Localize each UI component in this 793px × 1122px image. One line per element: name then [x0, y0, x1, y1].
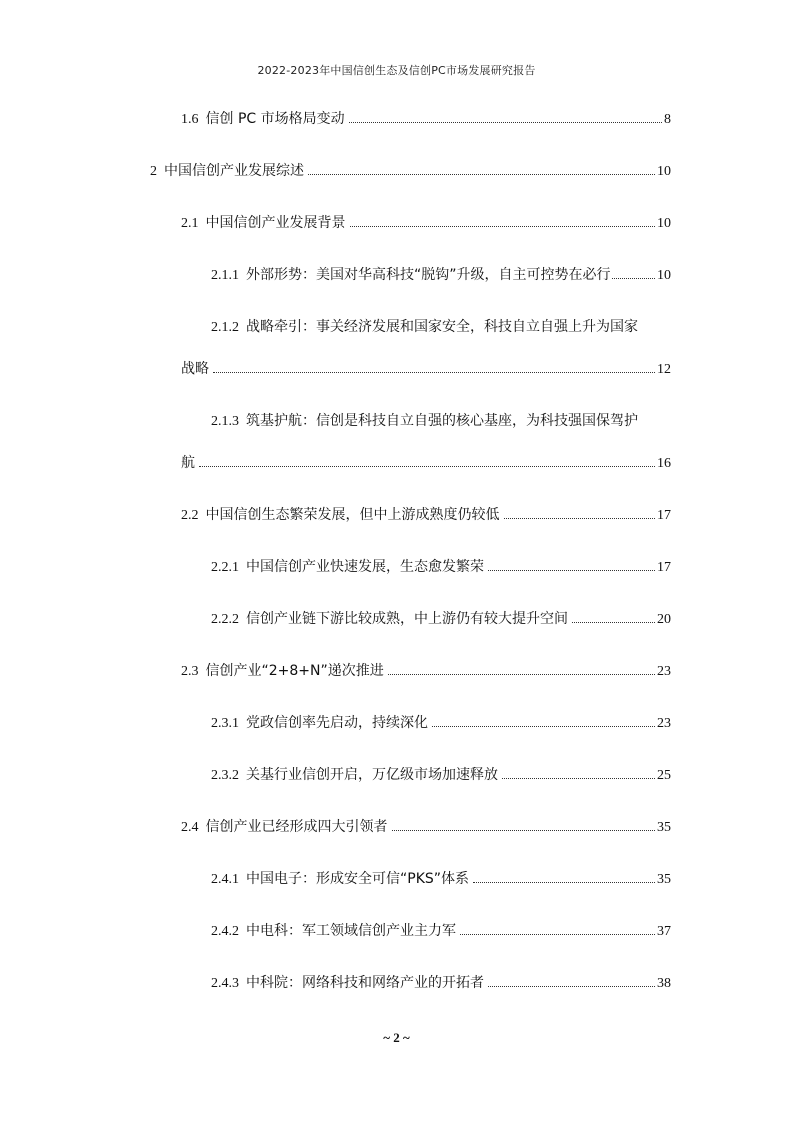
leader-dots: [349, 122, 662, 123]
toc-entry-2-3-2[interactable]: [211, 766, 671, 785]
leader-dots: [572, 622, 655, 623]
toc-page-number: 8: [664, 112, 671, 127]
toc-entry-2-1-3[interactable]: [211, 412, 638, 431]
leader-dots: [388, 674, 655, 675]
toc-number: 1.6: [181, 112, 199, 127]
toc-page-number: 10: [657, 216, 671, 231]
toc-page-number: 35: [657, 820, 671, 835]
toc-page-number: 35: [657, 872, 671, 887]
toc-entry-2[interactable]: [150, 162, 671, 181]
leader-dots: [350, 226, 656, 227]
toc-number: 2.1: [181, 216, 199, 231]
toc-title: 中电科：军工领域信创产业主力军: [246, 923, 456, 939]
toc-entry-2-1-1[interactable]: [211, 266, 671, 285]
toc-entry-2-3-1[interactable]: [211, 714, 671, 733]
toc-title: 信创产业已经形成四大引领者: [205, 819, 388, 835]
toc-page-number: 16: [657, 456, 671, 471]
toc-page-number: 23: [657, 664, 671, 679]
toc-title: 中国信创产业发展背景: [205, 215, 346, 231]
toc-title: 信创 PC 市场格局变动: [205, 111, 345, 127]
toc-entry-2-4-3[interactable]: [211, 974, 671, 993]
toc-title: 中国电子：形成安全可信“PKS”体系: [246, 871, 470, 887]
leader-dots: [199, 466, 655, 467]
toc-number: 2.1.3: [211, 414, 239, 429]
toc-number: 2.3.1: [211, 716, 239, 731]
leader-dots: [488, 986, 655, 987]
leader-dots: [488, 570, 655, 571]
toc-entry-2-1-3-continuation[interactable]: [181, 454, 671, 473]
toc-number: 2.4.3: [211, 976, 239, 991]
page-number-footer: ~ 2 ~: [383, 1030, 410, 1045]
leader-dots: [213, 372, 655, 373]
toc-number: 2.2.1: [211, 560, 239, 575]
toc-entry-2-3[interactable]: [181, 662, 671, 681]
toc-page-number: 17: [657, 508, 671, 523]
toc-entry-2-4-2[interactable]: [211, 922, 671, 941]
toc-title: 党政信创率先启动，持续深化: [246, 715, 428, 731]
toc-entry-2-1-2-continuation[interactable]: [181, 360, 671, 379]
toc-title: 信创产业链下游比较成熟，中上游仍有较大提升空间: [246, 611, 568, 627]
toc-entry-2-4-1[interactable]: [211, 870, 671, 889]
leader-dots: [502, 778, 655, 779]
toc-entry-1-6[interactable]: [181, 110, 671, 129]
leader-dots: [612, 278, 655, 279]
toc-number: 2.2: [181, 508, 199, 523]
leader-dots: [504, 518, 656, 519]
toc-entry-2-2-2[interactable]: [211, 610, 671, 629]
toc-entry-2-4[interactable]: [181, 818, 671, 837]
toc-page-number: 20: [657, 612, 671, 627]
toc-number: 2: [150, 164, 157, 179]
leader-dots: [473, 882, 655, 883]
toc-page-number: 38: [657, 976, 671, 991]
toc-entry-2-2[interactable]: [181, 506, 671, 525]
toc-title: 中国信创生态繁荣发展，但中上游成熟度仍较低: [205, 507, 500, 523]
toc-page-number: 10: [657, 164, 671, 179]
toc-title: 中科院：网络科技和网络产业的开拓者: [246, 975, 484, 991]
toc-title: 外部形势：美国对华高科技“脱钩”升级，自主可控势在必行: [246, 267, 611, 283]
toc-title-continuation: 战略: [181, 361, 209, 377]
toc-page-number: 10: [657, 268, 671, 283]
toc-number: 2.4.2: [211, 924, 239, 939]
toc-number: 2.1.1: [211, 268, 239, 283]
toc-title: 中国信创产业快速发展，生态愈发繁荣: [246, 559, 484, 575]
toc-number: 2.3.2: [211, 768, 239, 783]
leader-dots: [392, 830, 656, 831]
leader-dots: [308, 174, 655, 175]
toc-title: 关基行业信创开启，万亿级市场加速释放: [246, 767, 498, 783]
toc-title: 筑基护航：信创是科技自立自强的核心基座，为科技强国保驾护: [246, 413, 638, 429]
toc-entry-2-1-2[interactable]: [211, 318, 638, 337]
toc-number: 2.4.1: [211, 872, 239, 887]
toc-page-number: 23: [657, 716, 671, 731]
running-header: 2022-2023年中国信创生态及信创PC市场发展研究报告: [257, 64, 536, 77]
toc-entry-2-1[interactable]: [181, 214, 671, 233]
toc-title: 中国信创产业发展综述: [164, 163, 304, 179]
leader-dots: [460, 934, 655, 935]
toc-page-number: 37: [657, 924, 671, 939]
toc-number: 2.3: [181, 664, 199, 679]
toc-page-number: 17: [657, 560, 671, 575]
toc-page-number: 25: [657, 768, 671, 783]
toc-title: 战略牵引：事关经济发展和国家安全，科技自立自强上升为国家: [246, 319, 638, 335]
toc-number: 2.1.2: [211, 320, 239, 335]
toc-title-continuation: 航: [181, 455, 195, 471]
toc-number: 2.4: [181, 820, 199, 835]
toc-title: 信创产业“2+8+N”递次推进: [205, 663, 384, 679]
toc-page-number: 12: [657, 362, 671, 377]
leader-dots: [432, 726, 655, 727]
toc-number: 2.2.2: [211, 612, 239, 627]
toc-entry-2-2-1[interactable]: [211, 558, 671, 577]
